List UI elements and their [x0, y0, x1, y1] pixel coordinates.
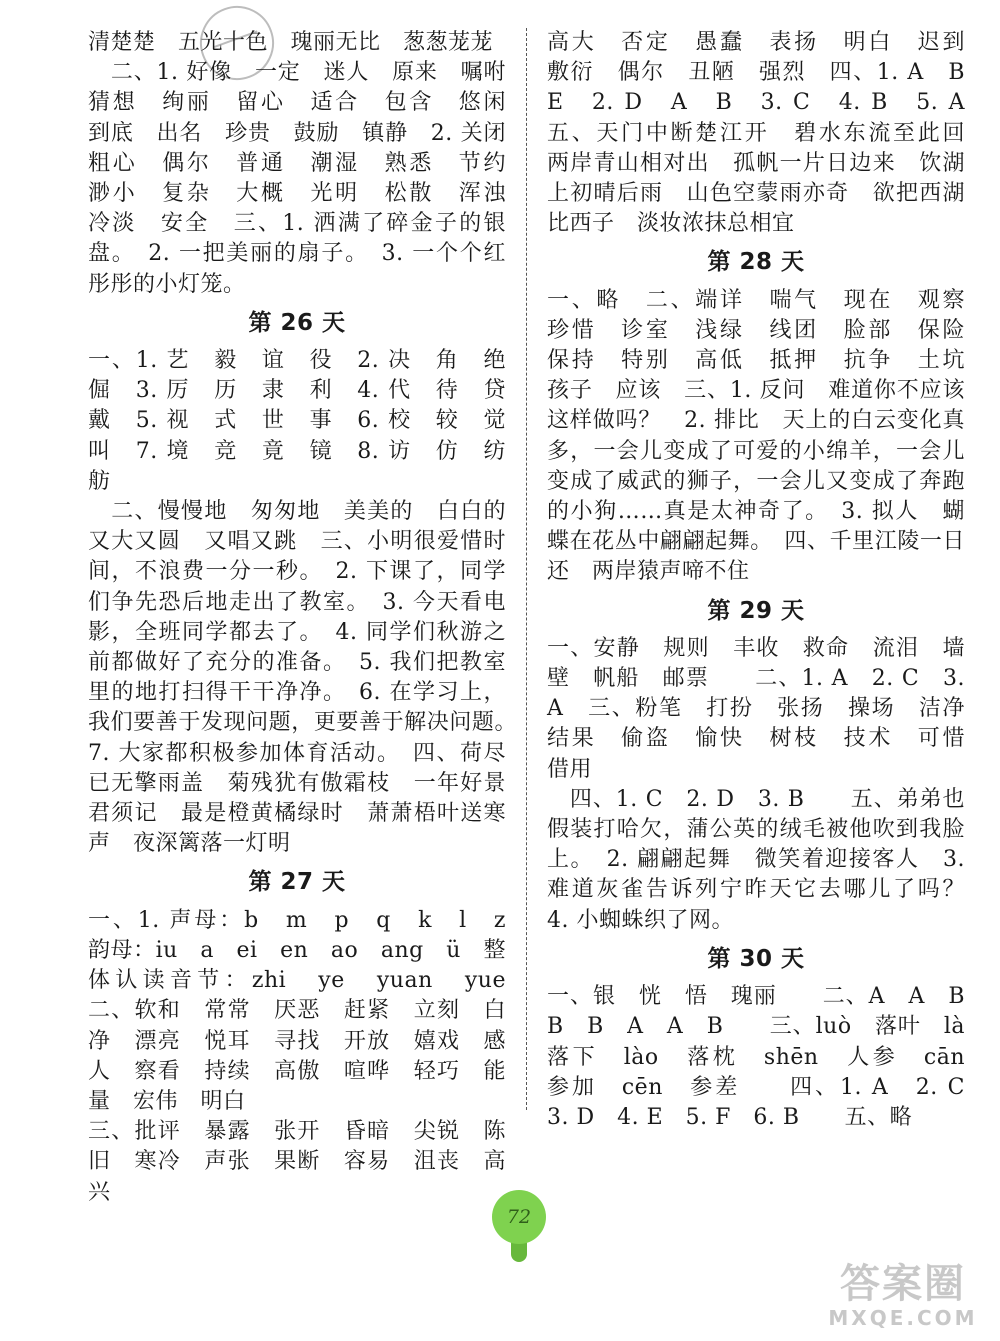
- answer-text: 二、1. 好像 一定 迷人 原来 嘱咐 猜想 绚丽 留心 适合 包含 悠闲 到底 出名 珍贵 鼓励 镇静 2. 关闭 粗心 偶尔 普通 潮湿 熟悉 节约 渺小 复杂 大概 光明 松散 浑浊 冷淡 安全 三、1. 洒满了碎金子的银盘。 2. 一把美丽的扇子。 3. 一个个红彤彤的小灯笼。: [88, 60, 529, 297]
- answer-text: 一、1. 声母：b m p q k l z 韵母：iu a ei en ao ang ü 整体认读音节：zhi ye yuan yue 二、软和 常常 厌恶 赶紧 立刻 白净 漂亮 悦耳 寻找 开放 嬉戏 感人 察看 持续 高傲 喧哗 轻巧 能量 宏伟 明白: [88, 907, 529, 1114]
- answer-text: 一、银 恍 悟 瑰丽 二、A A B B B A A B 三、luò 落叶 là 落下 lào 落枕 shēn 人参 cān 参加 cēn 参差 四、1. A 2. C 3. D 4. E 5. F 6. B 五、略: [547, 984, 988, 1130]
- answer-text: 清楚楚 五光十色 瑰丽无比 葱葱茏茏: [88, 30, 494, 55]
- answer-text: 一、1. 艺 毅 谊 役 2. 决 角 绝 倔 3. 厉 历 隶 利 4. 代 待 贷 戴 5. 视 式 世 事 6. 校 较 觉 叫 7. 境 竞 竟 镜 8. 访 仿 纺 舫: [88, 348, 529, 494]
- watermark-main: 答案圈: [840, 1261, 966, 1307]
- answer-text: 二、慢慢地 匆匆地 美美的 白白的 又大又圆 又唱又跳 三、小明很爱惜时间，不浪费一分一秒。 2. 下课了，同学们争先恐后地走出了教室。 3. 今天看电影，全班同学都去了。 4. 同学们秋游之前都做好了充分的准备。 5. 我们把教室里的地打扫得干干净净。 6. 在学习上，我们要善于发现问题，更要善于解决问题。 7. 大家都积极参加体育活动。 四、荷尽已无擎雨盖 菊残犹有傲霜枝 一年好景君须记 最是橙黄橘绿时 萧萧梧叶送寒声 夜深篱落一灯明: [88, 499, 529, 857]
- answer-text: 一、略 二、端详 喘气 现在 观察 珍惜 诊室 浅绿 线团 脸部 保险 保持 特别 高低 抵押 抗争 土坑 孩子 应该 三、1. 反问 难道你不应该这样做吗？ 2. 排比 天上的白云变化真多，一会儿变成了可爱的小绵羊，一会儿变成了威武的狮子，一会儿又变成了奔跑的小狗……真是太神奇了。 3. 拟人 蝴蝶在花丛中翩翩起舞。 四、千里江陵一日还 两岸猿声啼不住: [547, 287, 988, 585]
- day-heading: 第 26 天: [248, 309, 346, 336]
- answer-text: 四、1. C 2. D 3. B 五、弟弟也假装打哈欠，蒲公英的绒毛被他吹到我脸上。 2. 翩翩起舞 微笑着迎接客人 3. 难道灰雀告诉列宁昨天它去哪儿了吗？ 4. 小蜘蛛织了网。: [547, 786, 988, 933]
- day-heading: 第 27 天: [248, 869, 346, 896]
- watermark-sub: MXQE.COM: [828, 1306, 978, 1330]
- answer-text: 高大 否定 愚蠢 表扬 明白 迟到 敷衍 偶尔 丑陋 强烈 四、1. A B E 2. D A B 3. C 4. B 5. A 五、天门中断楚江开 碧水东流至此回 两岸青山相对出 孤帆一片日边来 饮湖上初晴后雨 山色空蒙雨亦奇 欲把西湖比西子 淡妆浓抹总相宜: [547, 30, 988, 237]
- answer-text: 三、批评 暴露 张开 昏暗 尖锐 陈旧 寒冷 声张 果断 容易 沮丧 高兴: [88, 1119, 506, 1205]
- day-heading: 第 28 天: [707, 249, 805, 276]
- right-column: [547, 28, 988, 1133]
- page-number: 72: [506, 1206, 532, 1228]
- page-number-balloon: [492, 1190, 546, 1244]
- answer-text: 一、安静 规则 丰收 救命 流泪 墙壁 帆船 邮票 二、1. A 2. C 3. A 三、粉笔 打扮 张扬 操场 洁净 结果 偷盗 愉快 树枝 技术 可惜 借用: [547, 635, 988, 782]
- day-heading: 第 30 天: [707, 945, 805, 972]
- column-divider: [526, 28, 527, 1110]
- day-heading: 第 29 天: [707, 597, 805, 624]
- left-column: [88, 28, 529, 1208]
- watermark-logo: [813, 1262, 993, 1338]
